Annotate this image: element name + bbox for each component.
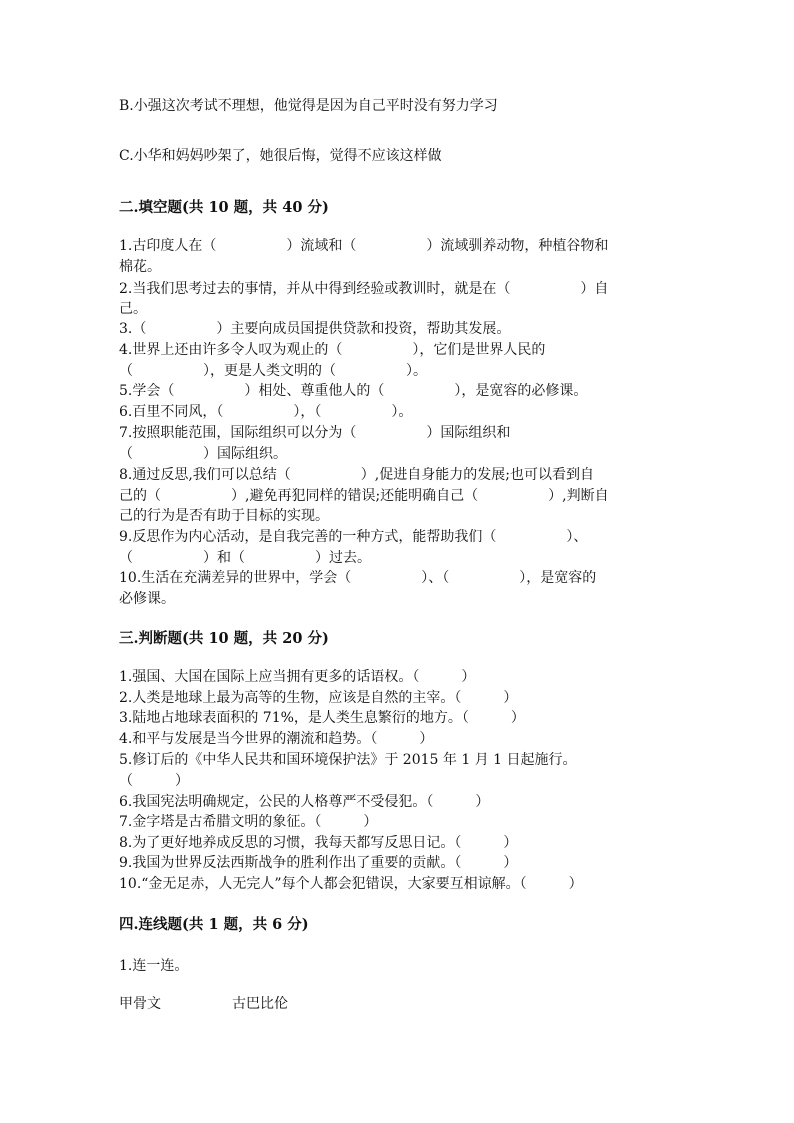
- fill-line: 3.（ ）主要向成员国提供贷款和投资，帮助其发展。: [119, 321, 511, 337]
- fill-section-heading: 二.填空题(共 10 题，共 40 分): [119, 199, 329, 216]
- judge-line: 8.为了更好地养成反思的习惯，我每天都写反思日记。（ ）: [119, 835, 518, 851]
- judge-line: 4.和平与发展是当今世界的潮流和趋势。（ ）: [119, 731, 434, 747]
- match-right-item: 古巴比伦: [232, 996, 288, 1012]
- fill-line: （ ）和（ ）过去。: [119, 550, 371, 566]
- match-instruction: 1.连一连。: [119, 958, 189, 974]
- match-left-item: 甲骨文: [119, 996, 161, 1012]
- fill-line: 9.反思作为内心活动，是自我完善的一种方式，能帮助我们（ ）、: [119, 529, 588, 545]
- choice-option-c: C.小华和妈妈吵架了，她很后悔，觉得不应该这样做: [119, 148, 442, 164]
- fill-line: 1.古印度人在（ ）流域和（ ）流域驯养动物，种植谷物和: [119, 238, 609, 254]
- judge-line: 3.陆地占地球表面积的 71%，是人类生息繁衍的地方。（ ）: [119, 710, 525, 726]
- fill-line: 棉花。: [119, 259, 161, 275]
- judge-line: 9.我国为世界反法西斯战争的胜利作出了重要的贡献。（ ）: [119, 855, 518, 871]
- fill-line: （ ），更是人类文明的（ ）。: [119, 363, 427, 379]
- judge-line: 5.修订后的《中华人民共和国环境保护法》于 2015 年 1 月 1 日起施行。: [119, 752, 577, 768]
- fill-line: 8.通过反思,我们可以总结（ ）,促进自身能力的发展;也可以看到自: [119, 467, 594, 483]
- fill-line: 己。: [119, 301, 147, 317]
- match-section-heading: 四.连线题(共 1 题，共 6 分): [119, 916, 309, 933]
- judge-line: 7.金字塔是古希腊文明的象征。（ ）: [119, 814, 378, 830]
- fill-line: 必修课。: [119, 591, 175, 607]
- judge-line: 10.“金无足赤，人无完人”每个人都会犯错误，大家要互相谅解。（ ）: [119, 876, 583, 892]
- fill-line: 己的行为是否有助于目标的实现。: [119, 508, 329, 524]
- fill-line: 6.百里不同风，（ ），（ ）。: [119, 404, 413, 420]
- fill-line: 4.世界上还由许多令人叹为观止的（ ），它们是世界人民的: [119, 342, 546, 358]
- judge-section-heading: 三.判断题(共 10 题，共 20 分): [119, 630, 329, 647]
- choice-option-b: B.小强这次考试不理想，他觉得是因为自己平时没有努力学习: [119, 98, 498, 114]
- judge-line: （ ）: [119, 773, 189, 789]
- fill-line: （ ）国际组织。: [119, 446, 287, 462]
- fill-line: 己的（ ）,避免再犯同样的错误;还能明确自己（ ）,判断自: [119, 488, 609, 504]
- judge-line: 2.人类是地球上最为高等的生物，应该是自然的主宰。（ ）: [119, 690, 518, 706]
- fill-line: 7.按照职能范围，国际组织可以分为（ ）国际组织和: [119, 425, 511, 441]
- fill-line: 2.当我们思考过去的事情，并从中得到经验或教训时，就是在（ ）自: [119, 281, 609, 297]
- fill-line: 10.生活在充满差异的世界中，学会（ ）、（ ），是宽容的: [119, 570, 597, 586]
- fill-line: 5.学会（ ）相处、尊重他人的（ ），是宽容的必修课。: [119, 383, 588, 399]
- judge-line: 1.强国、大国在国际上应当拥有更多的话语权。（ ）: [119, 669, 476, 685]
- judge-line: 6.我国宪法明确规定，公民的人格尊严不受侵犯。（ ）: [119, 794, 490, 810]
